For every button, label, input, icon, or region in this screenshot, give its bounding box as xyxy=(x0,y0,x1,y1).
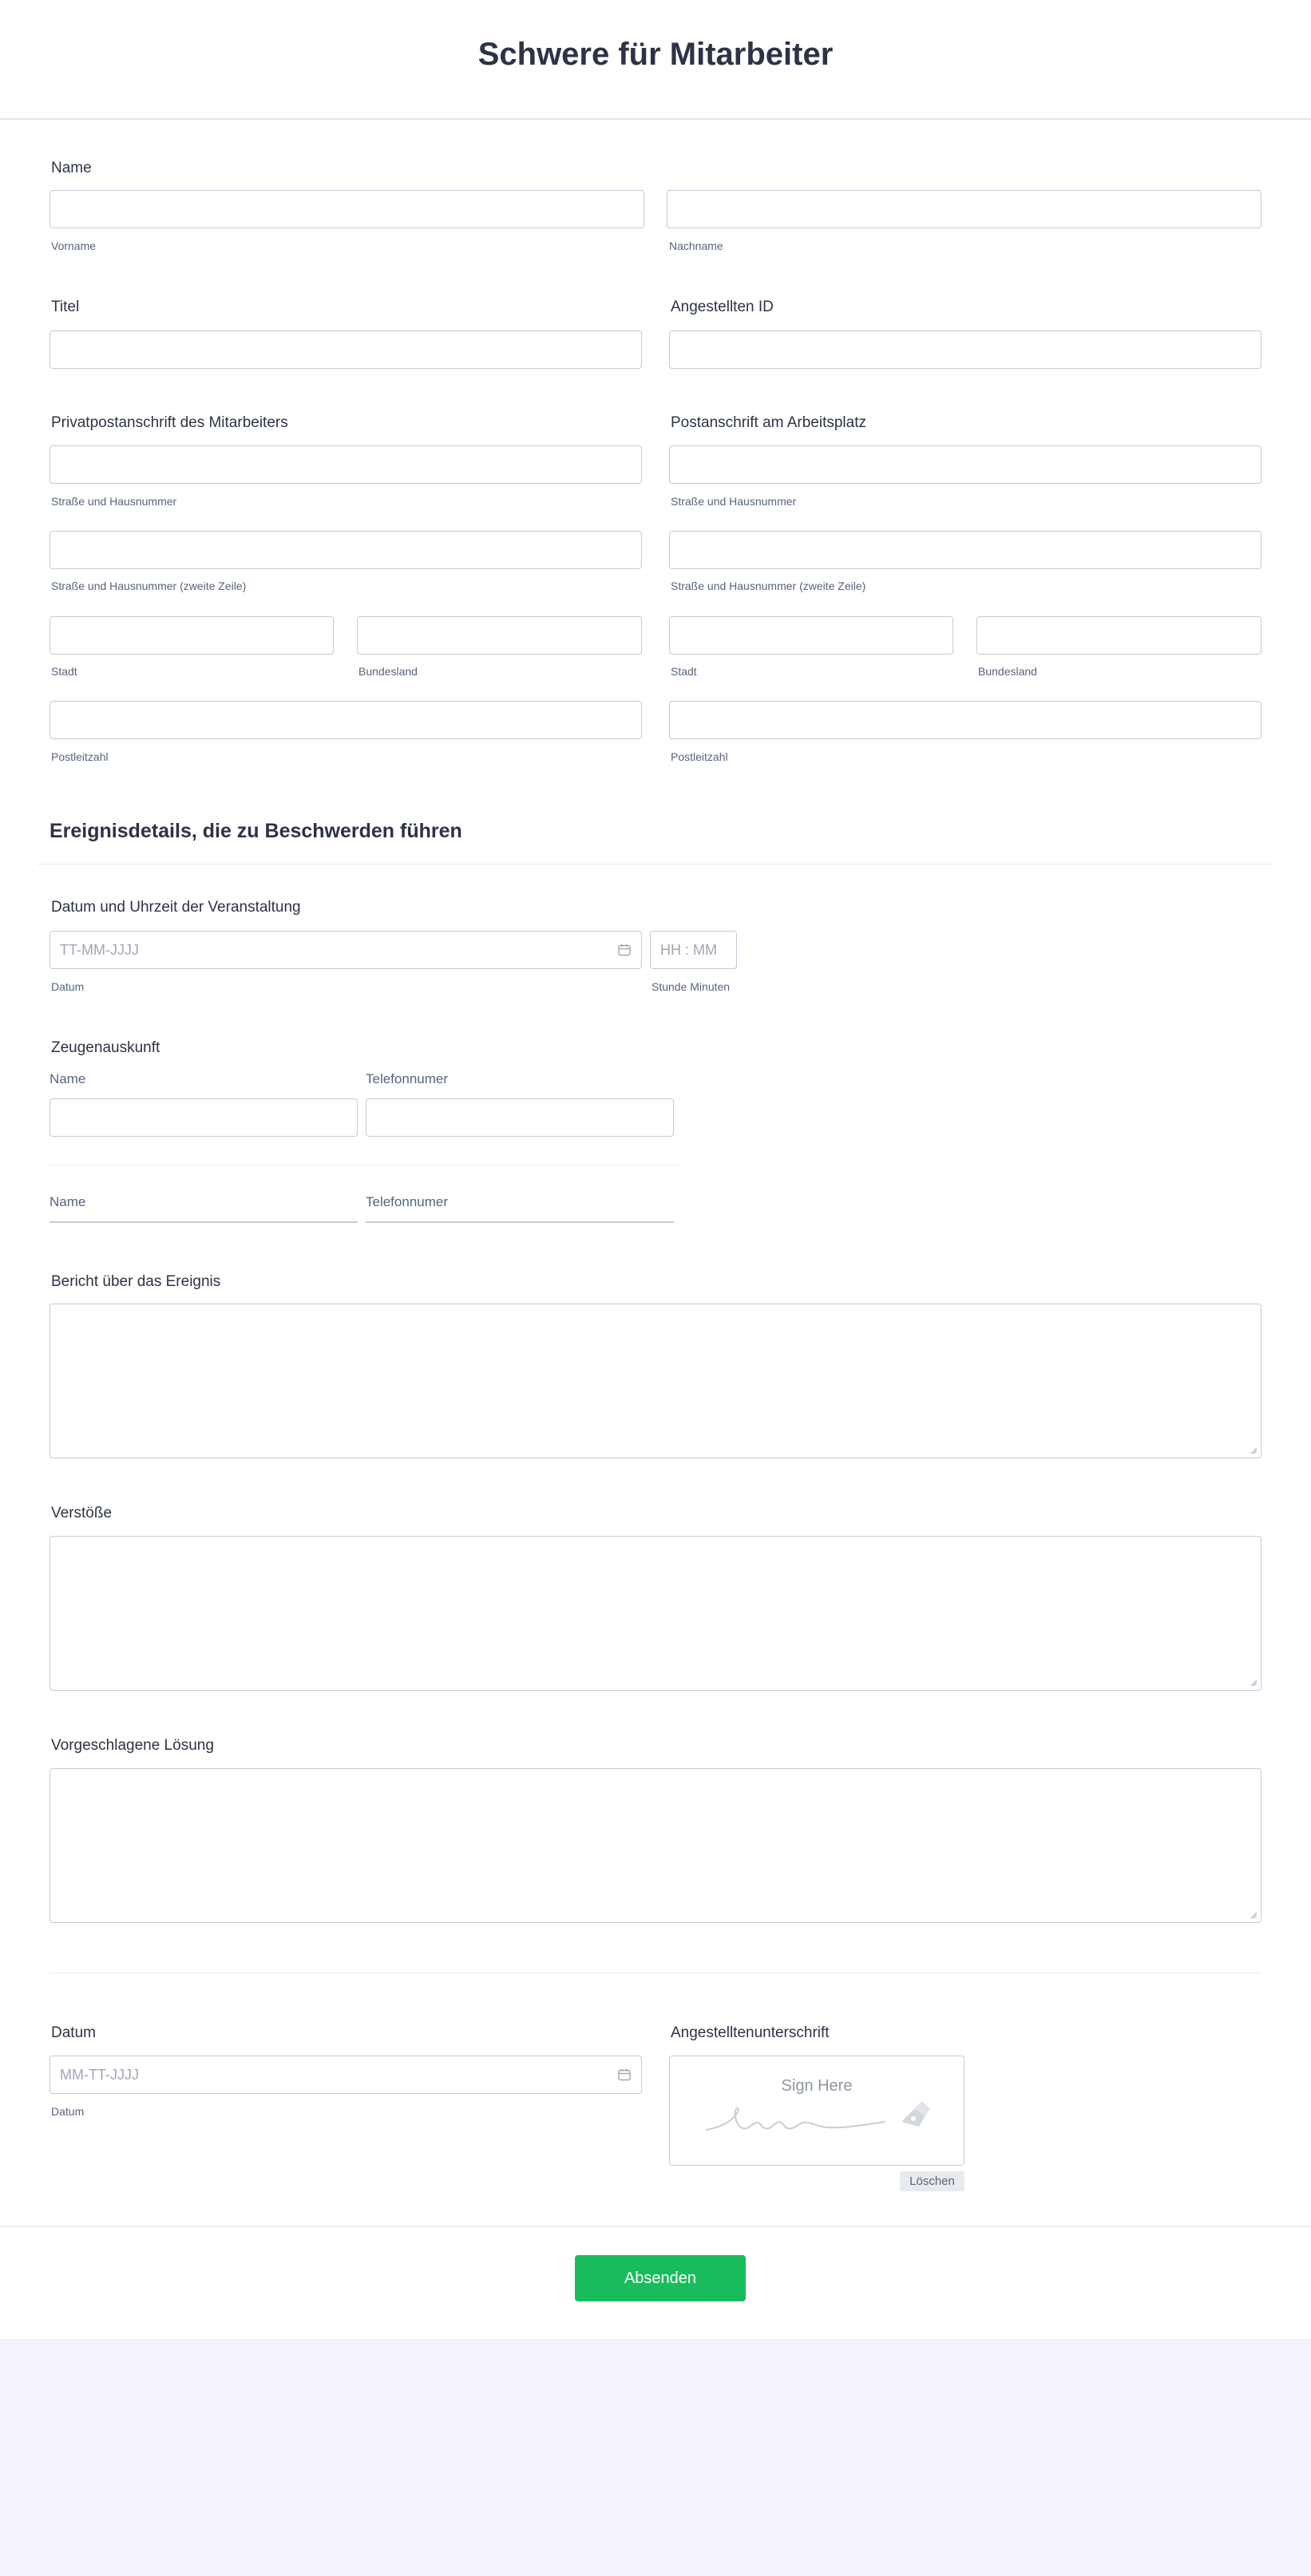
form-header xyxy=(0,0,1311,120)
witness-phone-header-2: Telefonnumer xyxy=(366,1194,449,1209)
titel-input[interactable] xyxy=(50,330,642,369)
home-street-sublabel: Straße und Hausnummer xyxy=(51,495,177,508)
witness-phone-input-2[interactable] xyxy=(366,1221,674,1223)
name-label: Name xyxy=(51,160,92,176)
home-city-input[interactable] xyxy=(50,616,334,655)
work-street2-input[interactable] xyxy=(669,531,1261,569)
event-time-input[interactable] xyxy=(650,931,737,969)
work-address-label: Postanschrift am Arbeitsplatz xyxy=(671,414,866,431)
date-label: Datum xyxy=(51,2024,96,2041)
home-address-label: Privatpostanschrift des Mitarbeiters xyxy=(51,414,288,431)
work-city-input[interactable] xyxy=(669,616,953,655)
calendar-icon[interactable] xyxy=(617,943,632,957)
work-street-sublabel: Straße und Hausnummer xyxy=(671,495,797,508)
work-city-sublabel: Stadt xyxy=(671,665,697,678)
section-heading: Ereignisdetails, die zu Beschwerden führen xyxy=(50,820,462,842)
first-name-input[interactable] xyxy=(50,190,644,228)
home-street2-input[interactable] xyxy=(50,531,642,569)
witness-name-input[interactable] xyxy=(50,1098,358,1137)
home-zip-input[interactable] xyxy=(50,701,642,739)
first-name-sublabel: Vorname xyxy=(51,239,97,252)
event-date-input[interactable] xyxy=(50,931,642,969)
date-sublabel: Datum xyxy=(51,2105,85,2118)
work-zip-sublabel: Postleitzahl xyxy=(671,750,728,763)
signature-hint: Sign Here xyxy=(781,2077,853,2095)
event-time-placeholder: HH : MM xyxy=(660,942,717,958)
solution-textarea[interactable] xyxy=(50,1768,1261,1923)
signature-label: Angestelltenunterschrift xyxy=(671,2024,830,2041)
calendar-icon[interactable] xyxy=(617,2068,632,2082)
resize-grip-icon[interactable] xyxy=(1250,1911,1258,1919)
employee-id-input[interactable] xyxy=(669,330,1261,369)
last-name-input[interactable] xyxy=(667,190,1261,228)
date-placeholder: MM-TT-JJJJ xyxy=(60,2067,139,2083)
footer-divider xyxy=(0,2226,1311,2227)
report-textarea[interactable] xyxy=(50,1304,1261,1458)
solution-label: Vorgeschlagene Lösung xyxy=(51,1737,214,1754)
event-date-placeholder: TT-MM-JJJJ xyxy=(60,942,139,958)
witness-phone-input[interactable] xyxy=(366,1098,674,1137)
witness-name-header: Name xyxy=(50,1071,86,1086)
section-divider xyxy=(37,864,1274,865)
form-title: Schwere für Mitarbeiter xyxy=(477,37,834,72)
report-label: Bericht über das Ereignis xyxy=(51,1273,221,1290)
titel-label: Titel xyxy=(51,299,80,315)
home-state-sublabel: Bundesland xyxy=(358,665,418,678)
home-street-input[interactable] xyxy=(50,445,642,484)
employee-id-label: Angestellten ID xyxy=(671,299,774,315)
signature-scribble-icon xyxy=(702,2095,941,2136)
signature-pad[interactable] xyxy=(669,2056,964,2166)
home-zip-sublabel: Postleitzahl xyxy=(51,750,109,763)
home-city-sublabel: Stadt xyxy=(51,665,77,678)
work-street-input[interactable] xyxy=(669,445,1261,484)
witness-label: Zeugenauskunft xyxy=(51,1039,160,1056)
event-datetime-label: Datum und Uhrzeit der Veranstaltung xyxy=(51,899,301,916)
event-time-sublabel: Stunde Minuten xyxy=(652,980,731,993)
date-input[interactable] xyxy=(50,2056,642,2094)
resize-grip-icon[interactable] xyxy=(1250,1446,1258,1454)
work-state-sublabel: Bundesland xyxy=(978,665,1037,678)
work-state-input[interactable] xyxy=(976,616,1261,655)
resize-grip-icon[interactable] xyxy=(1250,1679,1258,1687)
submit-button[interactable]: Absenden xyxy=(575,2255,746,2301)
signature-clear-button[interactable]: Löschen xyxy=(900,2171,964,2191)
violations-label: Verstöße xyxy=(51,1505,113,1521)
work-street2-sublabel: Straße und Hausnummer (zweite Zeile) xyxy=(671,580,866,592)
last-name-sublabel: Nachname xyxy=(669,239,723,252)
home-street2-sublabel: Straße und Hausnummer (zweite Zeile) xyxy=(51,580,247,592)
event-date-sublabel: Datum xyxy=(51,980,85,993)
work-zip-input[interactable] xyxy=(669,701,1261,739)
witness-phone-header: Telefonnumer xyxy=(366,1071,449,1086)
violations-textarea[interactable] xyxy=(50,1536,1261,1691)
witness-name-input-2[interactable] xyxy=(50,1221,358,1223)
home-state-input[interactable] xyxy=(357,616,642,655)
witness-name-header-2: Name xyxy=(50,1194,86,1209)
